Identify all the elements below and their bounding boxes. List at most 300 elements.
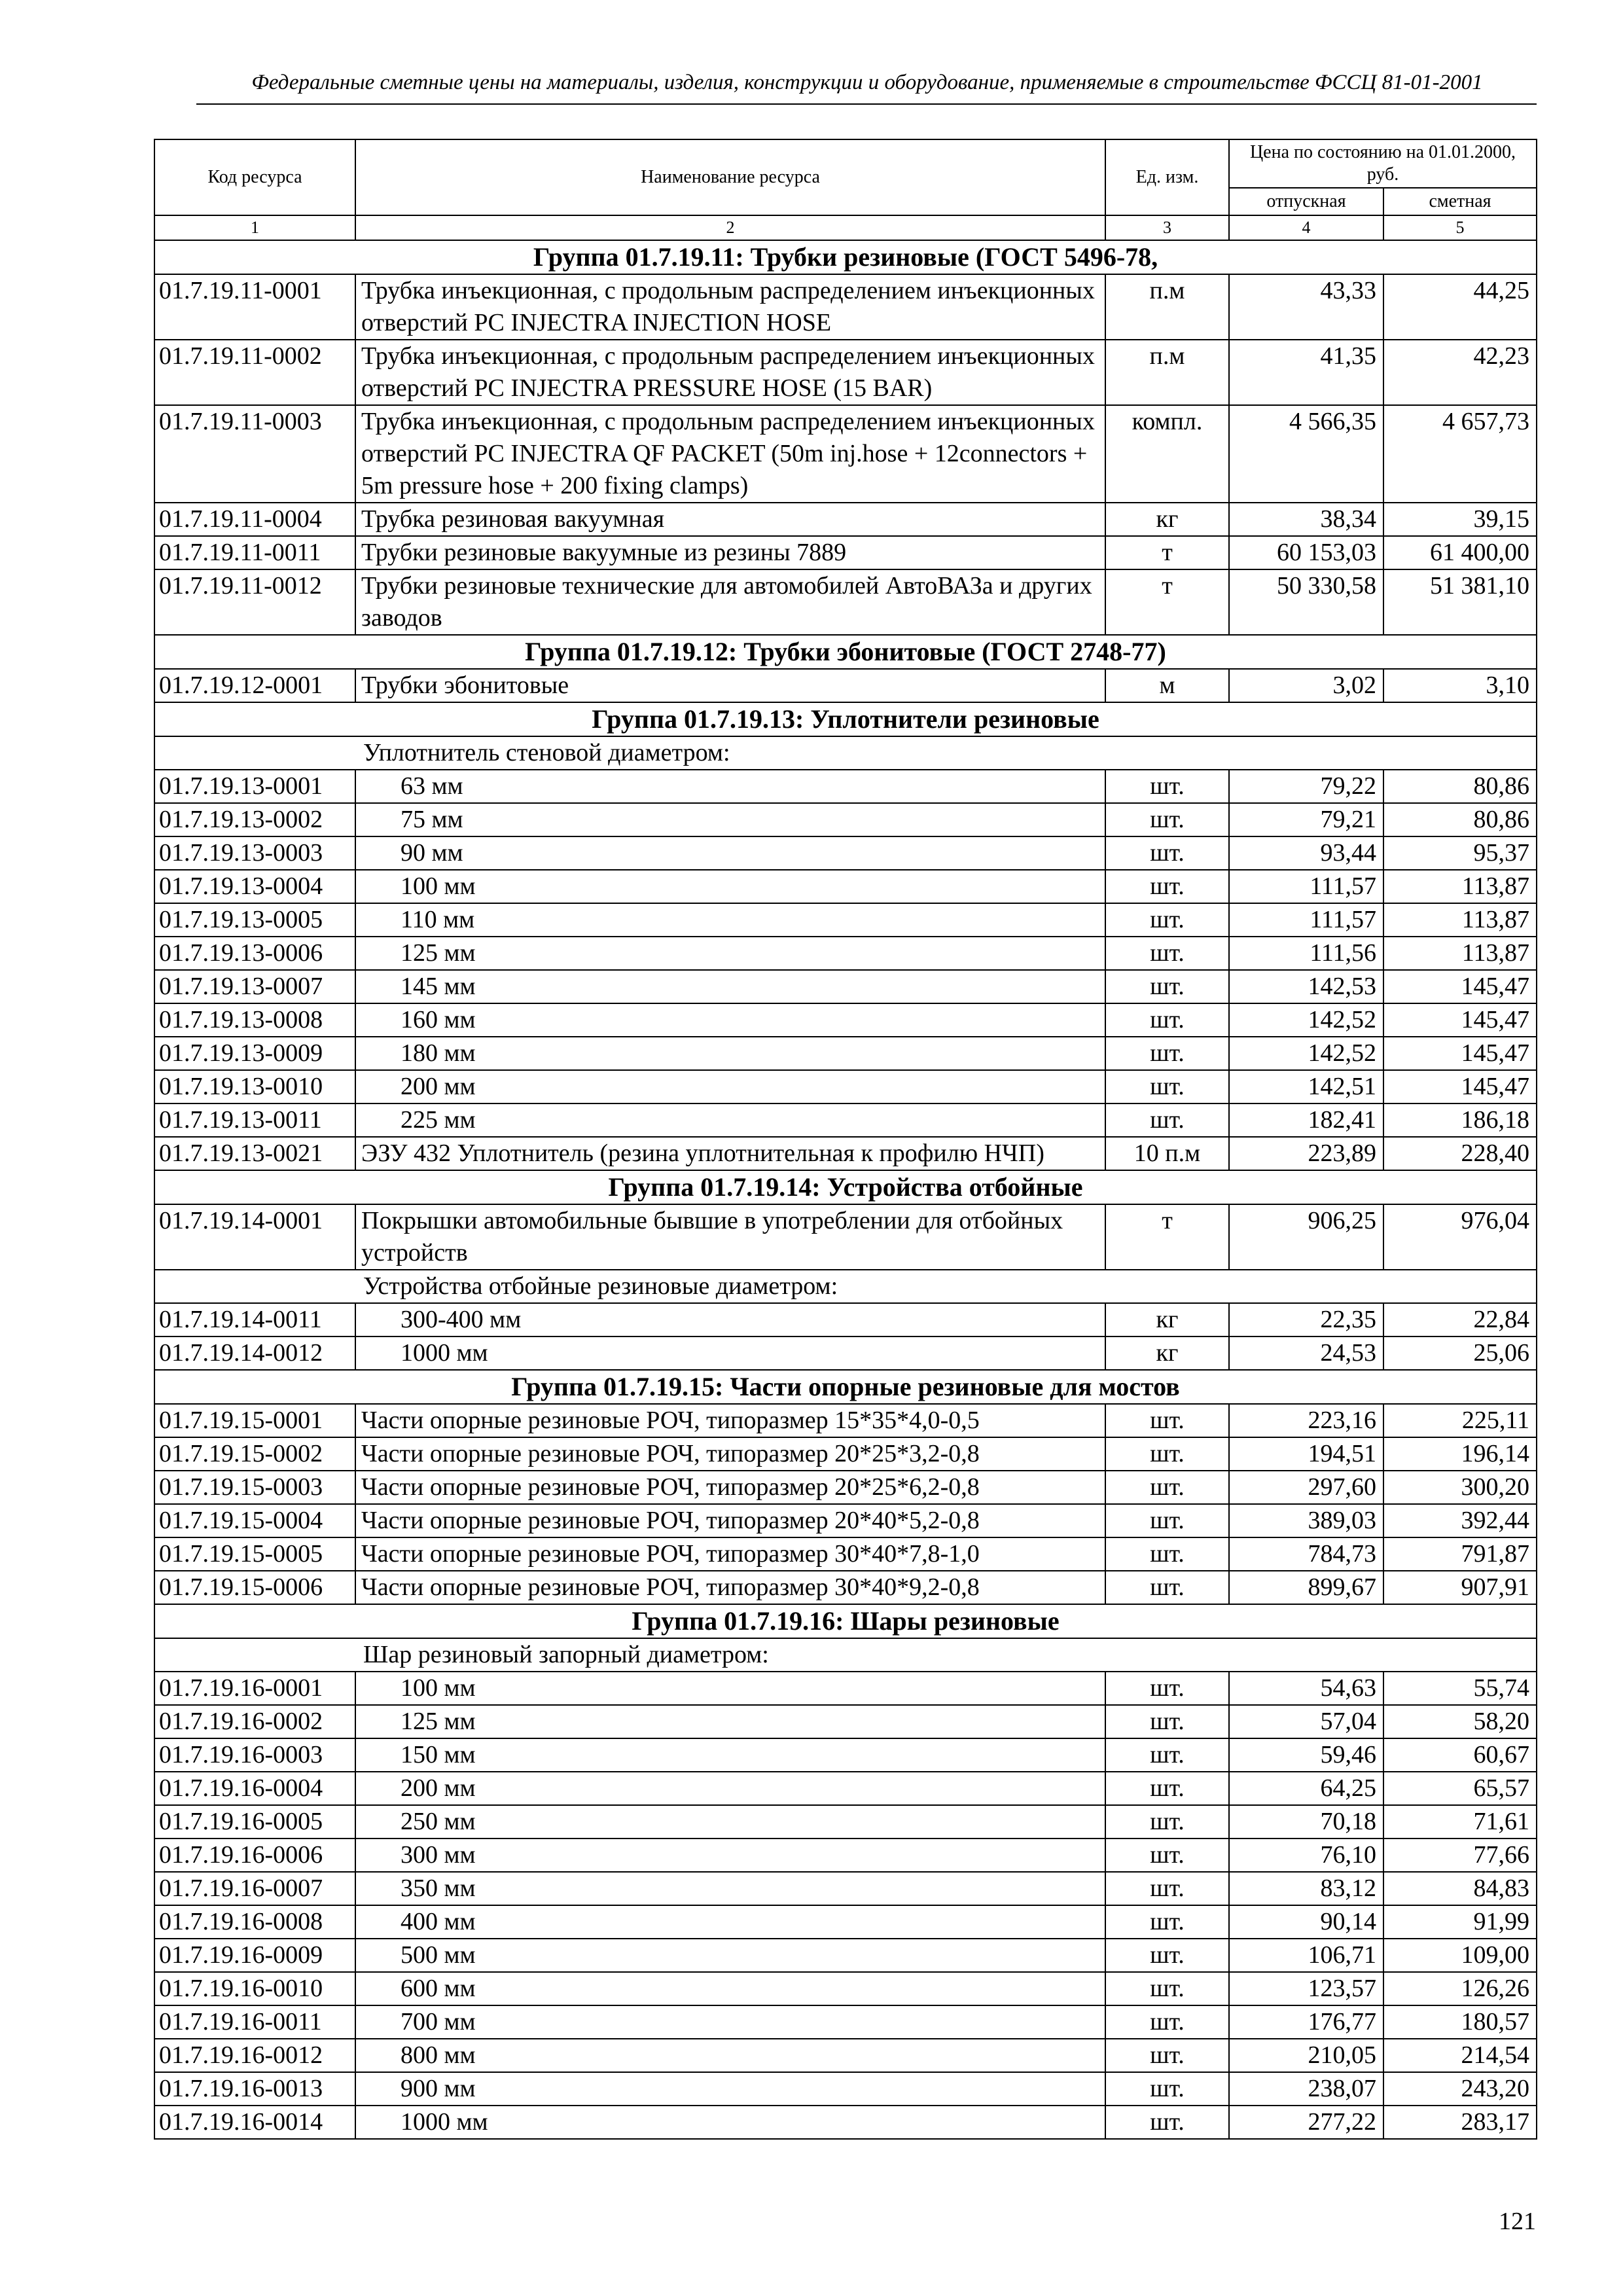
estimate-price: 283,17	[1383, 2106, 1537, 2139]
resource-name	[355, 937, 1105, 970]
resource-code: 01.7.19.14-0012	[154, 1336, 355, 1370]
estimate-price: 95,37	[1383, 836, 1537, 870]
resource-name	[355, 870, 1105, 903]
resource-name-text: 1000 мм	[401, 2108, 488, 2136]
resource-name-text: 200 мм	[401, 1073, 476, 1100]
resource-name	[355, 1336, 1105, 1370]
estimate-price: 39,15	[1383, 503, 1537, 536]
group-title: Группа 01.7.19.11: Трубки резиновые (ГОСТ 5496-78,	[154, 240, 1537, 274]
resource-name	[355, 1003, 1105, 1037]
table-row	[154, 503, 1537, 536]
release-price: 111,56	[1229, 937, 1383, 970]
resource-name-text: 800 мм	[401, 2041, 476, 2069]
table-row	[154, 2106, 1537, 2139]
unit: м	[1105, 669, 1229, 702]
resource-code: 01.7.19.16-0011	[154, 2005, 355, 2039]
unit: шт.	[1105, 1738, 1229, 1772]
estimate-price: 186,18	[1383, 1103, 1537, 1137]
resource-name	[355, 1839, 1105, 1872]
resource-name-text: Части опорные резиновые РОЧ, типоразмер 20*40*5,2-0,8	[361, 1507, 980, 1534]
release-price: 50 330,58	[1229, 569, 1383, 635]
unit: шт.	[1105, 1839, 1229, 1872]
resource-name	[355, 1672, 1105, 1705]
estimate-price: 113,87	[1383, 903, 1537, 937]
table-row	[154, 2072, 1537, 2106]
resource-name	[355, 1905, 1105, 1939]
release-price: 106,71	[1229, 1939, 1383, 1972]
unit: шт.	[1105, 1003, 1229, 1037]
estimate-price: 976,04	[1383, 1204, 1537, 1270]
release-price: 76,10	[1229, 1839, 1383, 1872]
unit: кг	[1105, 1336, 1229, 1370]
table-row	[154, 1303, 1537, 1336]
empty-cell	[154, 1638, 355, 1672]
resource-name	[355, 836, 1105, 870]
resource-name-text: 500 мм	[401, 1941, 476, 1969]
table-row	[154, 1571, 1537, 1604]
table-row	[154, 405, 1537, 503]
release-price: 90,14	[1229, 1905, 1383, 1939]
release-price: 60 153,03	[1229, 536, 1383, 569]
column-number-row	[154, 215, 1537, 240]
estimate-price: 51 381,10	[1383, 569, 1537, 635]
resource-name-text: 150 мм	[401, 1741, 476, 1768]
header-code: Код ресурса	[154, 139, 355, 215]
resource-name-text: 100 мм	[401, 1674, 476, 1702]
table-row	[154, 1404, 1537, 1437]
unit: т	[1105, 1204, 1229, 1270]
unit: шт.	[1105, 1705, 1229, 1738]
table-row	[154, 970, 1537, 1003]
resource-code: 01.7.19.13-0005	[154, 903, 355, 937]
estimate-price: 196,14	[1383, 1437, 1537, 1471]
table-row	[154, 1972, 1537, 2005]
resource-name	[355, 405, 1105, 503]
table-row	[154, 536, 1537, 569]
table-row	[154, 1738, 1537, 1772]
estimate-price: 113,87	[1383, 937, 1537, 970]
release-price: 24,53	[1229, 1336, 1383, 1370]
estimate-price: 80,86	[1383, 803, 1537, 836]
resource-name	[355, 2039, 1105, 2072]
release-price: 64,25	[1229, 1772, 1383, 1805]
column-number: 2	[355, 215, 1105, 240]
unit: шт.	[1105, 1537, 1229, 1571]
table-row	[154, 1137, 1537, 1170]
release-price: 111,57	[1229, 870, 1383, 903]
resource-code: 01.7.19.16-0012	[154, 2039, 355, 2072]
unit: шт.	[1105, 1504, 1229, 1537]
estimate-price: 180,57	[1383, 2005, 1537, 2039]
unit: п.м	[1105, 274, 1229, 340]
resource-name-text: 1000 мм	[401, 1339, 488, 1367]
unit: шт.	[1105, 2106, 1229, 2139]
estimate-price: 145,47	[1383, 1070, 1537, 1103]
group-title: Группа 01.7.19.16: Шары резиновые	[154, 1604, 1537, 1638]
release-price: 83,12	[1229, 1872, 1383, 1905]
subheading-row	[154, 1638, 1537, 1672]
release-price: 906,25	[1229, 1204, 1383, 1270]
group-row	[154, 1604, 1537, 1638]
resource-code: 01.7.19.16-0005	[154, 1805, 355, 1839]
resource-name-text: 125 мм	[401, 939, 476, 967]
estimate-price: 225,11	[1383, 1404, 1537, 1437]
resource-name	[355, 1705, 1105, 1738]
group-row	[154, 1370, 1537, 1404]
resource-code: 01.7.19.16-0007	[154, 1872, 355, 1905]
subheading: Шар резиновый запорный диаметром:	[355, 1638, 1537, 1672]
resource-name-text: 90 мм	[401, 839, 463, 867]
resource-name	[355, 340, 1105, 405]
unit: шт.	[1105, 1037, 1229, 1070]
unit: шт.	[1105, 1471, 1229, 1504]
resource-name	[355, 1805, 1105, 1839]
release-price: 142,52	[1229, 1037, 1383, 1070]
resource-name	[355, 1504, 1105, 1537]
release-price: 142,53	[1229, 970, 1383, 1003]
unit: т	[1105, 569, 1229, 635]
header-estimate-price: сметная	[1383, 188, 1537, 215]
estimate-price: 4 657,73	[1383, 405, 1537, 503]
header-unit: Ед. изм.	[1105, 139, 1229, 215]
resource-code: 01.7.19.11-0012	[154, 569, 355, 635]
table-row	[154, 2039, 1537, 2072]
resource-name-text: Трубка резиновая вакуумная	[361, 505, 665, 533]
header-name: Наименование ресурса	[355, 139, 1105, 215]
resource-name-text: 900 мм	[401, 2075, 476, 2102]
resource-code: 01.7.19.13-0002	[154, 803, 355, 836]
resource-code: 01.7.19.13-0011	[154, 1103, 355, 1137]
unit: шт.	[1105, 970, 1229, 1003]
estimate-price: 55,74	[1383, 1672, 1537, 1705]
resource-name-text: 110 мм	[401, 906, 475, 933]
resource-name	[355, 1037, 1105, 1070]
resource-code: 01.7.19.15-0002	[154, 1437, 355, 1471]
unit: шт.	[1105, 937, 1229, 970]
resource-name-text: 300 мм	[401, 1841, 476, 1869]
estimate-price: 145,47	[1383, 970, 1537, 1003]
resource-name	[355, 1437, 1105, 1471]
resource-code: 01.7.19.11-0003	[154, 405, 355, 503]
empty-cell	[154, 736, 355, 770]
unit: шт.	[1105, 803, 1229, 836]
resource-name	[355, 1070, 1105, 1103]
resource-name	[355, 1738, 1105, 1772]
estimate-price: 214,54	[1383, 2039, 1537, 2072]
resource-name	[355, 1872, 1105, 1905]
resource-name	[355, 1471, 1105, 1504]
table-row	[154, 340, 1537, 405]
release-price: 123,57	[1229, 1972, 1383, 2005]
table-row	[154, 870, 1537, 903]
unit: шт.	[1105, 770, 1229, 803]
resource-code: 01.7.19.16-0004	[154, 1772, 355, 1805]
resource-name-text: 125 мм	[401, 1708, 476, 1735]
resource-name-text: Трубки эбонитовые	[361, 672, 569, 699]
column-number: 3	[1105, 215, 1229, 240]
table-row	[154, 1537, 1537, 1571]
release-price: 79,21	[1229, 803, 1383, 836]
table-row	[154, 274, 1537, 340]
estimate-price: 392,44	[1383, 1504, 1537, 1537]
estimate-price: 84,83	[1383, 1872, 1537, 1905]
subheading-row	[154, 1270, 1537, 1303]
table-row	[154, 770, 1537, 803]
table-row	[154, 2005, 1537, 2039]
resource-name-text: Части опорные резиновые РОЧ, типоразмер 30*40*9,2-0,8	[361, 1573, 980, 1601]
resource-name-text: Трубки резиновые технические для автомобилей АвтоВАЗа и других заводов	[361, 572, 1092, 632]
release-price: 70,18	[1229, 1805, 1383, 1839]
resource-code: 01.7.19.13-0010	[154, 1070, 355, 1103]
resource-code: 01.7.19.16-0001	[154, 1672, 355, 1705]
unit: кг	[1105, 1303, 1229, 1336]
table-row	[154, 1805, 1537, 1839]
release-price: 93,44	[1229, 836, 1383, 870]
table-row	[154, 1003, 1537, 1037]
release-price: 223,16	[1229, 1404, 1383, 1437]
resource-name-text: Части опорные резиновые РОЧ, типоразмер 20*25*6,2-0,8	[361, 1473, 980, 1501]
release-price: 54,63	[1229, 1672, 1383, 1705]
estimate-price: 42,23	[1383, 340, 1537, 405]
table-row	[154, 1872, 1537, 1905]
unit: шт.	[1105, 1939, 1229, 1972]
resource-code: 01.7.19.13-0007	[154, 970, 355, 1003]
unit: компл.	[1105, 405, 1229, 503]
resource-name-text: Части опорные резиновые РОЧ, типоразмер 30*40*7,8-1,0	[361, 1540, 980, 1568]
resource-name-text: Трубка инъекционная, с продольным распределением инъекционных отверстий PC INJECTRA QF PACKET (50m inj.hose + 12connectors + 5m pressure hose + 200 fixing clamps)	[361, 408, 1095, 499]
resource-name	[355, 1204, 1105, 1270]
column-number: 5	[1383, 215, 1537, 240]
table-row	[154, 903, 1537, 937]
resource-code: 01.7.19.16-0003	[154, 1738, 355, 1772]
release-price: 43,33	[1229, 274, 1383, 340]
resource-code: 01.7.19.11-0004	[154, 503, 355, 536]
resource-name	[355, 1772, 1105, 1805]
unit: 10 п.м	[1105, 1137, 1229, 1170]
resource-name-text: Части опорные резиновые РОЧ, типоразмер 20*25*3,2-0,8	[361, 1440, 980, 1467]
resource-name-text: 700 мм	[401, 2008, 476, 2036]
unit: шт.	[1105, 1404, 1229, 1437]
table-row	[154, 1204, 1537, 1270]
table-row	[154, 1705, 1537, 1738]
release-price: 142,52	[1229, 1003, 1383, 1037]
estimate-price: 77,66	[1383, 1839, 1537, 1872]
group-row	[154, 240, 1537, 274]
resource-name-text: 400 мм	[401, 1908, 476, 1935]
resource-name-text: 63 мм	[401, 772, 463, 800]
resource-name-text: 350 мм	[401, 1874, 476, 1902]
resource-name-text: 200 мм	[401, 1774, 476, 1802]
table-row	[154, 1504, 1537, 1537]
estimate-price: 71,61	[1383, 1805, 1537, 1839]
table-row	[154, 569, 1537, 635]
resource-code: 01.7.19.16-0013	[154, 2072, 355, 2106]
release-price: 41,35	[1229, 340, 1383, 405]
resource-code: 01.7.19.16-0008	[154, 1905, 355, 1939]
resource-code: 01.7.19.16-0010	[154, 1972, 355, 2005]
unit: шт.	[1105, 1905, 1229, 1939]
table-row	[154, 1839, 1537, 1872]
unit: шт.	[1105, 1672, 1229, 1705]
subheading: Устройства отбойные резиновые диаметром:	[355, 1270, 1537, 1303]
resource-code: 01.7.19.13-0006	[154, 937, 355, 970]
resource-name	[355, 970, 1105, 1003]
resource-name	[355, 1571, 1105, 1604]
release-price: 79,22	[1229, 770, 1383, 803]
unit: т	[1105, 536, 1229, 569]
group-row	[154, 635, 1537, 669]
table-row	[154, 1437, 1537, 1471]
release-price: 57,04	[1229, 1705, 1383, 1738]
resource-code: 01.7.19.12-0001	[154, 669, 355, 702]
group-title: Группа 01.7.19.14: Устройства отбойные	[154, 1170, 1537, 1204]
estimate-price: 60,67	[1383, 1738, 1537, 1772]
resource-code: 01.7.19.15-0005	[154, 1537, 355, 1571]
running-head: Федеральные сметные цены на материалы, изделия, конструкции и оборудование, применяемые в строительстве ФССЦ 81-01-2001	[251, 71, 1483, 94]
table-row	[154, 836, 1537, 870]
unit: шт.	[1105, 2072, 1229, 2106]
resource-name	[355, 2005, 1105, 2039]
unit: шт.	[1105, 1772, 1229, 1805]
estimate-price: 126,26	[1383, 1972, 1537, 2005]
release-price: 784,73	[1229, 1537, 1383, 1571]
group-row	[154, 1170, 1537, 1204]
estimate-price: 91,99	[1383, 1905, 1537, 1939]
table-row	[154, 1905, 1537, 1939]
subheading: Уплотнитель стеновой диаметром:	[355, 736, 1537, 770]
estimate-price: 300,20	[1383, 1471, 1537, 1504]
estimate-price: 22,84	[1383, 1303, 1537, 1336]
estimate-price: 80,86	[1383, 770, 1537, 803]
unit: шт.	[1105, 903, 1229, 937]
table-row	[154, 1939, 1537, 1972]
resource-name	[355, 2106, 1105, 2139]
release-price: 297,60	[1229, 1471, 1383, 1504]
release-price: 210,05	[1229, 2039, 1383, 2072]
estimate-price: 44,25	[1383, 274, 1537, 340]
estimate-price: 145,47	[1383, 1037, 1537, 1070]
group-row	[154, 702, 1537, 736]
estimate-price: 907,91	[1383, 1571, 1537, 1604]
resource-code: 01.7.19.11-0011	[154, 536, 355, 569]
release-price: 111,57	[1229, 903, 1383, 937]
empty-cell	[154, 1270, 355, 1303]
page-number: 121	[1499, 2208, 1536, 2235]
subheading-row	[154, 736, 1537, 770]
resource-name	[355, 1103, 1105, 1137]
unit: шт.	[1105, 1571, 1229, 1604]
resource-name-text: 600 мм	[401, 1975, 476, 2002]
release-price: 38,34	[1229, 503, 1383, 536]
estimate-price: 65,57	[1383, 1772, 1537, 1805]
table-row	[154, 937, 1537, 970]
unit: шт.	[1105, 1972, 1229, 2005]
table-row	[154, 1336, 1537, 1370]
resource-name-text: Трубка инъекционная, с продольным распределением инъекционных отверстий PC INJECTRA PRESSURE HOSE (15 BAR)	[361, 342, 1095, 402]
release-price: 22,35	[1229, 1303, 1383, 1336]
resource-name	[355, 274, 1105, 340]
release-price: 142,51	[1229, 1070, 1383, 1103]
table-row	[154, 669, 1537, 702]
estimate-price: 228,40	[1383, 1137, 1537, 1170]
release-price: 4 566,35	[1229, 405, 1383, 503]
resource-name-text: 225 мм	[401, 1106, 476, 1134]
column-number: 1	[154, 215, 355, 240]
release-price: 223,89	[1229, 1137, 1383, 1170]
group-title: Группа 01.7.19.12: Трубки эбонитовые (ГОСТ 2748-77)	[154, 635, 1537, 669]
header-rule	[196, 103, 1537, 105]
resource-name	[355, 569, 1105, 635]
resource-name-text: Трубки резиновые вакуумные из резины 7889	[361, 539, 847, 566]
resource-name-text: 160 мм	[401, 1006, 476, 1033]
resource-code: 01.7.19.14-0001	[154, 1204, 355, 1270]
header-release-price: отпускная	[1229, 188, 1383, 215]
resource-code: 01.7.19.15-0001	[154, 1404, 355, 1437]
estimate-price: 3,10	[1383, 669, 1537, 702]
unit: шт.	[1105, 836, 1229, 870]
resource-name	[355, 669, 1105, 702]
unit: шт.	[1105, 1872, 1229, 1905]
resource-code: 01.7.19.15-0006	[154, 1571, 355, 1604]
estimate-price: 791,87	[1383, 1537, 1537, 1571]
unit: шт.	[1105, 1070, 1229, 1103]
table-row	[154, 1037, 1537, 1070]
resource-name	[355, 1972, 1105, 2005]
table-row	[154, 1103, 1537, 1137]
resource-code: 01.7.19.13-0009	[154, 1037, 355, 1070]
estimate-price: 61 400,00	[1383, 536, 1537, 569]
resource-name	[355, 503, 1105, 536]
group-title: Группа 01.7.19.15: Части опорные резиновые для мостов	[154, 1370, 1537, 1404]
resource-name	[355, 1404, 1105, 1437]
resource-name	[355, 2072, 1105, 2106]
resource-name-text: Покрышки автомобильные бывшие в употреблении для отбойных устройств	[361, 1207, 1063, 1266]
release-price: 277,22	[1229, 2106, 1383, 2139]
resource-name-text: 300-400 мм	[401, 1306, 522, 1333]
resource-code: 01.7.19.13-0021	[154, 1137, 355, 1170]
table-row	[154, 803, 1537, 836]
resource-code: 01.7.19.11-0002	[154, 340, 355, 405]
resource-code: 01.7.19.15-0004	[154, 1504, 355, 1537]
resource-code: 01.7.19.16-0002	[154, 1705, 355, 1738]
unit: шт.	[1105, 2005, 1229, 2039]
unit: шт.	[1105, 1437, 1229, 1471]
release-price: 176,77	[1229, 2005, 1383, 2039]
unit: шт.	[1105, 1805, 1229, 1839]
unit: кг	[1105, 503, 1229, 536]
resource-name	[355, 770, 1105, 803]
resource-name	[355, 536, 1105, 569]
resource-code: 01.7.19.16-0006	[154, 1839, 355, 1872]
table-row	[154, 1471, 1537, 1504]
unit: шт.	[1105, 870, 1229, 903]
resource-code: 01.7.19.15-0003	[154, 1471, 355, 1504]
resource-name	[355, 1137, 1105, 1170]
resource-name	[355, 1303, 1105, 1336]
table-body	[154, 240, 1537, 2139]
resource-code: 01.7.19.16-0009	[154, 1939, 355, 1972]
estimate-price: 145,47	[1383, 1003, 1537, 1037]
resource-code: 01.7.19.16-0014	[154, 2106, 355, 2139]
resource-code: 01.7.19.13-0008	[154, 1003, 355, 1037]
release-price: 182,41	[1229, 1103, 1383, 1137]
resource-name-text: 100 мм	[401, 872, 476, 900]
resource-code: 01.7.19.13-0001	[154, 770, 355, 803]
resource-code: 01.7.19.13-0003	[154, 836, 355, 870]
price-table	[154, 139, 1537, 2140]
resource-code: 01.7.19.14-0011	[154, 1303, 355, 1336]
estimate-price: 113,87	[1383, 870, 1537, 903]
